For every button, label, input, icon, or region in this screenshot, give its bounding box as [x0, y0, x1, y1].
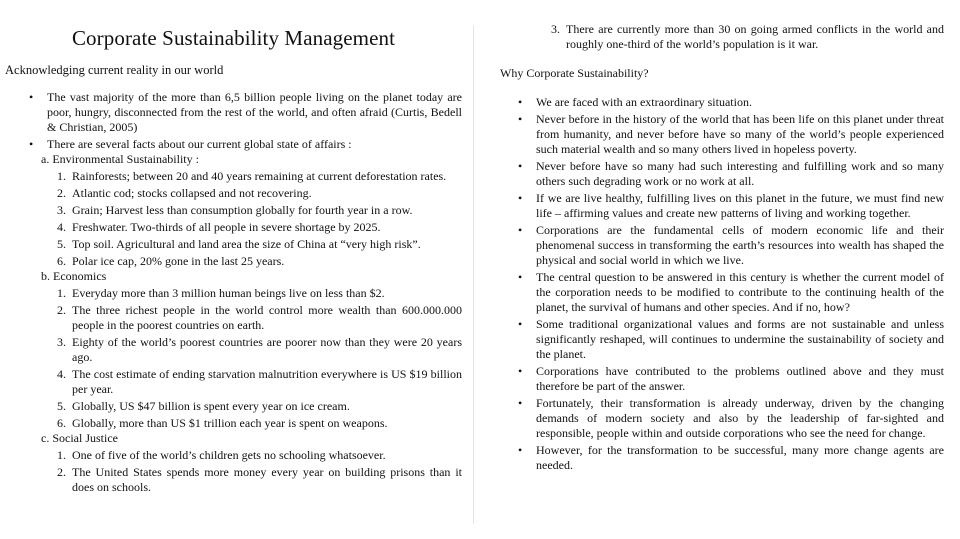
numbered-item: [57, 416, 462, 431]
bullet-icon: •: [518, 223, 523, 237]
bullet-icon: •: [29, 137, 34, 151]
numbered-item: [57, 286, 462, 301]
item-number: 5.: [57, 399, 66, 413]
item-number: 1.: [57, 169, 66, 183]
document-title: Corporate Sustainability Management: [71, 26, 396, 50]
bullet-item: [518, 191, 944, 221]
item-number: 1.: [57, 448, 66, 462]
bullet-item: [29, 137, 462, 152]
bullet-item: [518, 396, 944, 441]
section-label: a. Environmental Sustainability :: [41, 152, 199, 166]
numbered-item: [57, 169, 462, 184]
item-number: 4.: [57, 367, 66, 381]
section-label: b. Economics: [41, 269, 107, 283]
item-number: 2.: [57, 465, 66, 479]
item-text: Atlantic cod; stocks collapsed and not recovering.: [72, 186, 312, 200]
bullet-item: [518, 443, 944, 473]
bullet-icon: •: [518, 95, 523, 109]
bullet-text: If we are live healthy, fulfilling lives on this planet in the future, we must find new life – affirming values and create new patterns of living and working together.: [536, 191, 944, 220]
bullet-item: [518, 270, 944, 315]
bullet-text: The central question to be answered in this century is whether the current model of the corporation needs to be modified to contribute to the continuing health of the planet, the survival of humans and other species. And if no, how?: [536, 270, 944, 314]
item-text: Polar ice cap, 20% gone in the last 25 years.: [72, 254, 285, 268]
numbered-item: [57, 448, 462, 463]
bullet-icon: •: [518, 317, 523, 331]
numbered-item: [551, 22, 944, 52]
section-label: c. Social Justice: [41, 431, 118, 445]
bullet-text: Never before have so many had such interesting and fulfilling work and so many others such degrading work or no work at all.: [536, 159, 944, 188]
item-text: Globally, more than US $1 trillion each year is spent on weapons.: [72, 416, 388, 430]
bullet-text: Some traditional organizational values and forms are not sustainable and unless significantly reshaped, will continues to undermine the sustainability of society and the planet.: [536, 317, 944, 361]
item-text: Grain; Harvest less than consumption globally for fourth year in a row.: [72, 203, 413, 217]
bullet-icon: •: [518, 159, 523, 173]
item-text: Rainforests; between 20 and 40 years remaining at current deforestation rates.: [72, 169, 447, 183]
numbered-item: [57, 220, 462, 235]
bullet-item: [518, 112, 944, 157]
numbered-item: [57, 237, 462, 252]
item-number: 5.: [57, 237, 66, 251]
bullet-item: [518, 159, 944, 189]
bullet-item: [518, 95, 944, 110]
bullet-text: Corporations are the fundamental cells of modern economic life and their phenomenal success in transforming the earth’s resources into wealth has shaped the physical and social world in which we live.: [536, 223, 944, 267]
item-number: 3.: [57, 335, 66, 349]
item-number: 1.: [57, 286, 66, 300]
right-page: [476, 0, 960, 539]
item-number: 2.: [57, 303, 66, 317]
item-text: Top soil. Agricultural and land area the size of China at “very high risk”.: [72, 237, 421, 251]
item-number: 6.: [57, 254, 66, 268]
item-text: Everyday more than 3 million human beings live on less than $2.: [72, 286, 385, 300]
numbered-item: [57, 399, 462, 414]
bullet-icon: •: [518, 191, 523, 205]
bullet-text: Fortunately, their transformation is already underway, driven by the changing demands of modern society and also by the leadership of far-sighted and responsible, people within and outside corporations who see the need for change.: [536, 396, 944, 440]
numbered-item: [57, 203, 462, 218]
bullet-text: There are several facts about our current global state of affairs :: [47, 137, 352, 151]
item-text: Eighty of the world’s poorest countries are poorer now than they were 20 years ago.: [72, 335, 462, 364]
numbered-item: [57, 367, 462, 397]
item-text: One of five of the world’s children gets no schooling whatsoever.: [72, 448, 386, 462]
item-number: 3.: [551, 22, 560, 36]
bullet-item: [518, 223, 944, 268]
bullet-text: The vast majority of the more than 6,5 billion people living on the planet today are poor, hungry, disconnected from the rest of the world, and often afraid (Curtis, Bedell & Christian, 2005): [47, 90, 462, 134]
numbered-item: [57, 335, 462, 365]
bullet-text: However, for the transformation to be successful, many more change agents are needed.: [536, 443, 944, 472]
bullet-icon: •: [518, 396, 523, 410]
bullet-text: We are faced with an extraordinary situation.: [536, 95, 752, 109]
bullet-icon: •: [518, 364, 523, 378]
numbered-item: [57, 186, 462, 201]
item-text: Globally, US $47 billion is spent every year on ice cream.: [72, 399, 350, 413]
numbered-item: [57, 254, 462, 269]
bullet-icon: •: [518, 270, 523, 284]
bullet-text: Never before in the history of the world that has been life on this planet under threat from humanity, and never before have so many of the world’s people experienced such material wealth and so many others lived in hopeless poverty.: [536, 112, 944, 156]
item-text: The cost estimate of ending starvation malnutrition everywhere is US $19 billion per year.: [72, 367, 462, 396]
bullet-item: [518, 317, 944, 362]
item-number: 4.: [57, 220, 66, 234]
numbered-item: [57, 465, 462, 495]
item-number: 2.: [57, 186, 66, 200]
item-text: The three richest people in the world control more wealth than 600.000.000 people in the poorest countries on earth.: [72, 303, 462, 332]
item-text: The United States spends more money every year on building prisons than it does on schools.: [72, 465, 462, 494]
bullet-item: [29, 90, 462, 135]
item-number: 3.: [57, 203, 66, 217]
bullet-icon: •: [29, 90, 34, 104]
bullet-icon: •: [518, 112, 523, 126]
bullet-text: Corporations have contributed to the problems outlined above and they must therefore be part of the answer.: [536, 364, 944, 393]
section-heading: Why Corporate Sustainability?: [500, 66, 649, 80]
bullet-icon: •: [518, 443, 523, 457]
bullet-item: [518, 364, 944, 394]
numbered-item: [57, 303, 462, 333]
item-number: 6.: [57, 416, 66, 430]
item-text: Freshwater. Two-thirds of all people in severe shortage by 2025.: [72, 220, 381, 234]
left-page: [0, 0, 470, 539]
section-subtitle: Acknowledging current reality in our world: [5, 63, 224, 77]
item-text: There are currently more than 30 on going armed conflicts in the world and roughly one-third of the world’s population is it war.: [566, 22, 944, 51]
page-divider: [473, 26, 474, 524]
